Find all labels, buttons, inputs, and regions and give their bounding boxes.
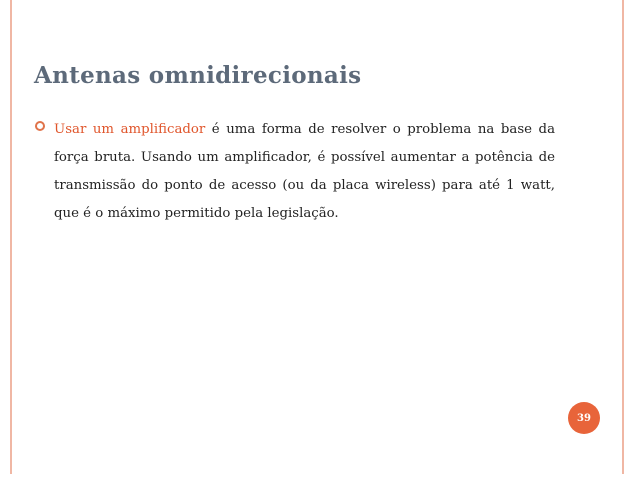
bullet-highlight: Usar um amplificador <box>54 122 206 137</box>
slide-title: Antenas omnidirecionais <box>34 62 362 89</box>
bullet-text <box>54 116 555 228</box>
page-number-badge <box>568 402 600 434</box>
bullet-body: é uma forma de resolver o problema na base da força bruta. Usando um amplificador, é possível aumentar a potência de transmissão do ponto de acesso (ou da placa wireless) para até 1 watt, que é o máximo permitido pela legislação. <box>54 122 555 221</box>
page-number: 39 <box>577 412 591 424</box>
ring-bullet-icon <box>35 121 45 131</box>
bullet-item <box>35 116 555 228</box>
